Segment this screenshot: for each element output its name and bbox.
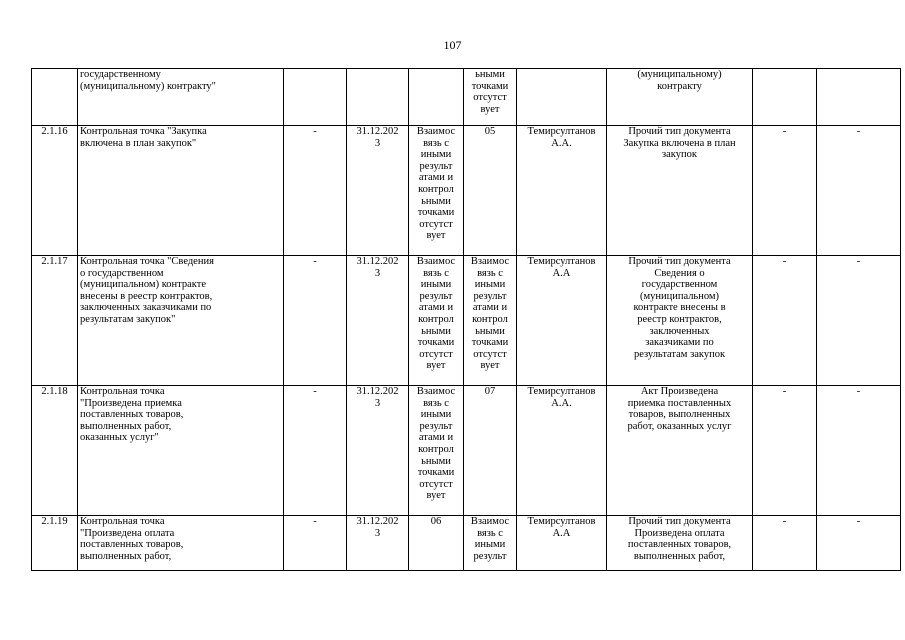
row-document-cell xyxy=(607,126,753,256)
row-number-cell xyxy=(32,69,78,126)
row-responsible-cell xyxy=(517,386,607,516)
row-col10-cell xyxy=(817,69,901,126)
page-number: 107 xyxy=(443,38,462,52)
row-responsible: Темирсултанов А.А. xyxy=(527,126,596,149)
row-relation-b: 05 xyxy=(484,126,496,137)
row-relation-b-cell xyxy=(464,69,517,126)
row-date-cell xyxy=(347,516,409,571)
control-points-table xyxy=(31,68,901,571)
row-document-cell xyxy=(607,386,753,516)
table-row xyxy=(32,256,901,386)
row-name: Контрольная точка "Произведена приемка поставленных товаров, выполненных работ, оказанных услуг" xyxy=(80,386,184,444)
row-name: Контрольная точка "Закупка включена в план закупок" xyxy=(80,126,207,149)
table-row xyxy=(32,126,901,256)
row-relation-b: 07 xyxy=(484,386,496,397)
row-document-cell xyxy=(607,69,753,126)
row-document: (муниципальному) контракту xyxy=(637,69,722,92)
row-name-cell xyxy=(78,69,284,126)
row-name: Контрольная точка "Сведения о государственном (муниципальном) контракте внесены в реестр контрактов, заключенных заказчиками по результатам закупок" xyxy=(80,256,214,325)
row-col3: - xyxy=(284,256,347,386)
row-name: Контрольная точка "Произведена оплата поставленных товаров, выполненных работ, xyxy=(80,516,184,562)
row-col10: - xyxy=(817,516,901,571)
row-responsible: Темирсултанов А.А xyxy=(527,516,596,539)
row-document: Прочий тип документа Сведения о государственном (муниципальном) контракте внесены в реестр контрактов, заключенных заказчиками по результатам закупок xyxy=(628,256,731,360)
row-relation-a: Взаимос вязь с иными результ атами и контрол ьными точками отсутст вует xyxy=(416,386,456,502)
row-number: 2.1.19 xyxy=(32,516,78,571)
row-col9-cell xyxy=(753,69,817,126)
row-document: Прочий тип документа Произведена оплата поставленных товаров, выполненных работ, xyxy=(627,516,732,562)
row-date: 31.12.202 3 xyxy=(356,386,399,409)
row-col10: - xyxy=(817,256,901,386)
row-document: Прочий тип документа Закупка включена в план закупок xyxy=(623,126,736,161)
table-row xyxy=(32,69,901,126)
row-name-cell xyxy=(78,256,284,386)
row-relation-a-cell xyxy=(409,256,464,386)
row-number: 2.1.18 xyxy=(32,386,78,516)
row-relation-b-cell xyxy=(464,386,517,516)
row-date: 31.12.202 3 xyxy=(356,126,399,149)
row-relation-a-cell xyxy=(409,386,464,516)
row-date-cell xyxy=(347,126,409,256)
row-responsible: Темирсултанов А.А xyxy=(527,256,596,279)
row-name-cell xyxy=(78,126,284,256)
row-date: 31.12.202 3 xyxy=(356,516,399,539)
row-relation-a: 06 xyxy=(430,516,442,527)
row-responsible-cell xyxy=(517,516,607,571)
row-name-cell xyxy=(78,386,284,516)
row-col3: - xyxy=(284,386,347,516)
row-date-cell xyxy=(347,256,409,386)
row-relation-b-cell xyxy=(464,256,517,386)
row-name: государственному (муниципальному) контракту" xyxy=(80,69,216,92)
row-relation-a-cell xyxy=(409,516,464,571)
table-row xyxy=(32,516,901,571)
row-relation-b-cell xyxy=(464,516,517,571)
row-responsible-cell xyxy=(517,69,607,126)
row-col9: - xyxy=(753,126,817,256)
row-name-cell xyxy=(78,516,284,571)
row-date-cell xyxy=(347,386,409,516)
row-col3: - xyxy=(284,516,347,571)
row-col3: - xyxy=(284,126,347,256)
row-relation-a: Взаимос вязь с иными результ атами и контрол ьными точками отсутст вует xyxy=(416,126,456,242)
row-col9: - xyxy=(753,386,817,516)
row-col10: - xyxy=(817,126,901,256)
row-col9: - xyxy=(753,516,817,571)
row-responsible-cell xyxy=(517,126,607,256)
row-relation-b: ьными точками отсутст вует xyxy=(471,69,509,115)
row-number: 2.1.17 xyxy=(32,256,78,386)
row-date-cell xyxy=(347,69,409,126)
row-responsible-cell xyxy=(517,256,607,386)
row-col3-cell xyxy=(284,69,347,126)
row-relation-b: Взаимос вязь с иными результ xyxy=(470,516,510,562)
row-date: 31.12.202 3 xyxy=(356,256,399,279)
row-relation-a-cell xyxy=(409,126,464,256)
row-document-cell xyxy=(607,516,753,571)
row-relation-b: Взаимос вязь с иными результ атами и контрол ьными точками отсутст вует xyxy=(470,256,510,372)
row-number: 2.1.16 xyxy=(32,126,78,256)
row-responsible: Темирсултанов А.А. xyxy=(527,386,596,409)
row-col10: - xyxy=(817,386,901,516)
row-relation-b-cell xyxy=(464,126,517,256)
table-row xyxy=(32,386,901,516)
row-document: Акт Произведена приемка поставленных товаров, выполненных работ, оказанных услуг xyxy=(627,386,732,432)
row-relation-a: Взаимос вязь с иными результ атами и контрол ьными точками отсутст вует xyxy=(416,256,456,372)
row-document-cell xyxy=(607,256,753,386)
row-relation-a-cell xyxy=(409,69,464,126)
row-col9: - xyxy=(753,256,817,386)
